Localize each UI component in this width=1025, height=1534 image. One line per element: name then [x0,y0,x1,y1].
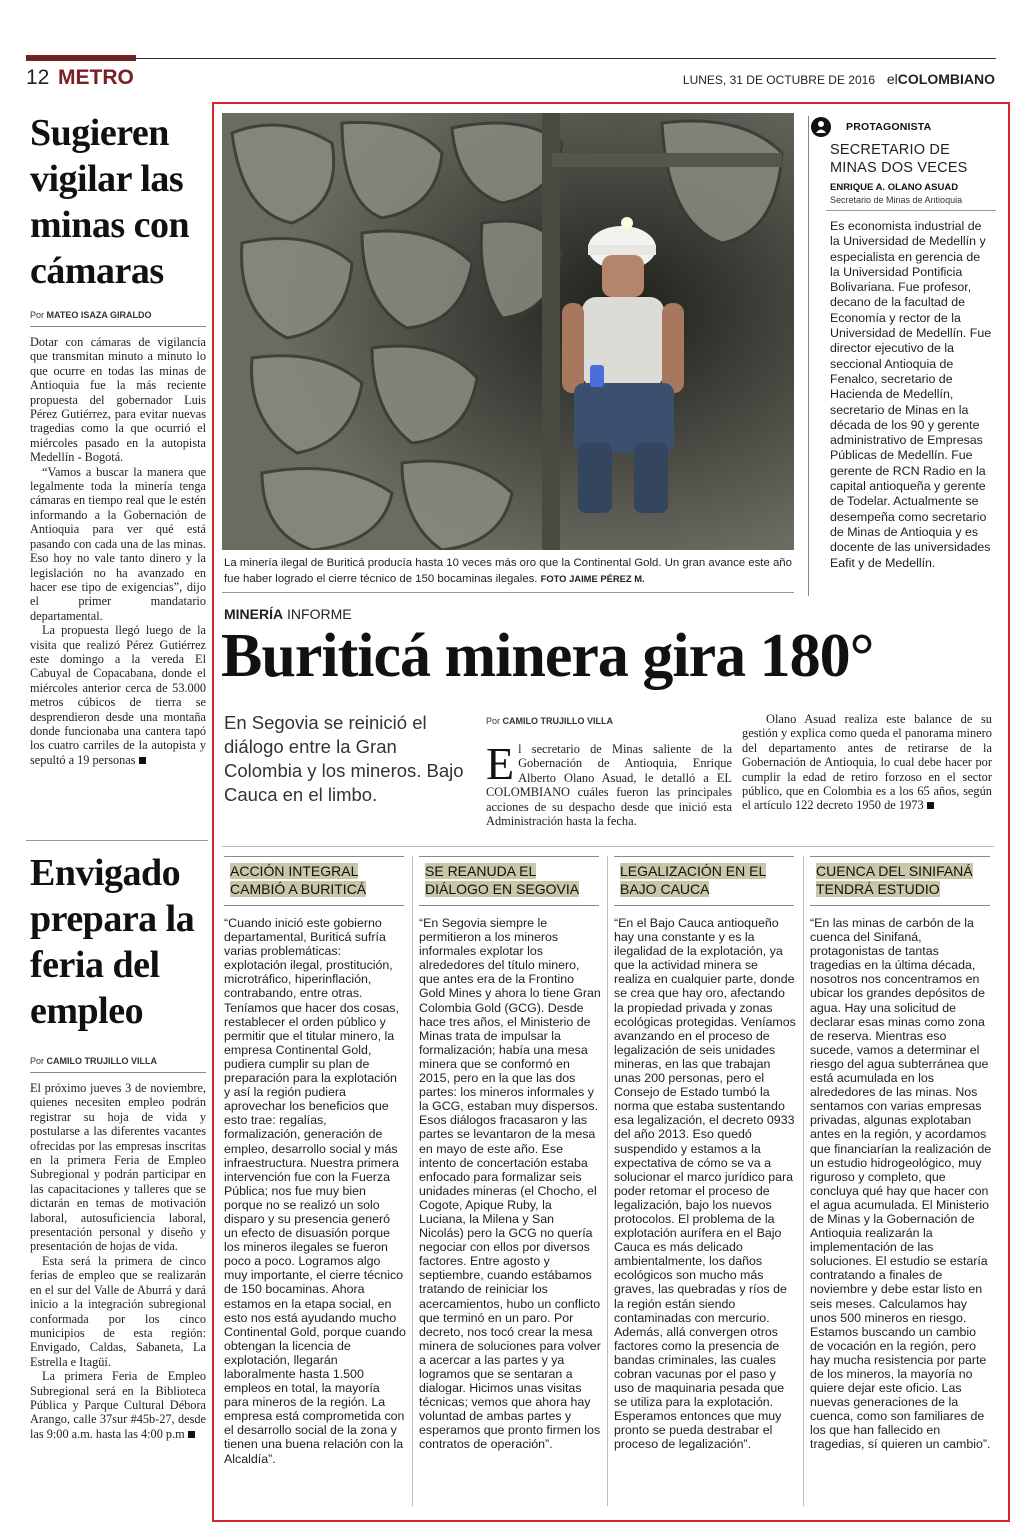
section-name: METRO [58,66,134,89]
qa-column-sinifana [810,856,992,1452]
miner-in-tunnel-illustration [222,113,794,550]
story-intro [486,738,732,829]
left-story-headline: Sugieren vigilar las minas con cámaras [30,112,190,292]
drop-cap: E [486,738,515,789]
mine-photo [222,113,794,550]
paragraph: “Vamos a buscar la manera que legalmente toda la minería tenga cámaras en tiempo real que le estén informando a la Gobernación de Antioquia para ver qué está pasando con cada una de las minas. Eso hoy no vale tanto dinero y la legislación no ha avanzado en hacer ese tipo de exigencias”, dijo el primer mandatario departamental. [30,464,206,623]
paragraph [30,1369,206,1441]
story-divider [26,840,208,841]
qa-title: LEGALIZACIÓN EN EL BAJO CAUCA [620,863,767,897]
protagonist-bio: Es economista industrial de la Universidad de Medellín y especialista en gerencia de la Universidad Pontificia Bolivariana. Fue profesor, decano de la facultad de Economía y rector de la Universidad de Medellín. Fue director ejecutivo de la seccional Antioquia de Fenalco, secretario de Hacienda de Medellín, secretario de Minas en la década de los 90 y gerente administrativo de Empresas Públicas de Medellín. Fue gerente de RCN Radio en la capital antioqueña y gerente de Todelar. Actualmente se desempeña como secretario de Minas de Antioquia y es docente de las universidades Eafit y de Medellín. [830,219,992,570]
protagonist-name: ENRIQUE A. OLANO ASUAD [830,182,959,193]
kicker-type: INFORME [287,606,352,622]
left-story-body [30,1081,206,1441]
byline-prefix: Por [30,1056,45,1066]
paragraph [30,623,206,767]
main-byline [486,716,613,726]
byline-name: MATEO ISAZA GIRALDO [46,310,152,320]
photo-caption [224,556,794,587]
qa-header-box [810,856,990,906]
paragraph: Dotar con cámaras de vigilancia que transmitan minuto a minuto lo que ocurre en todas las minas de Antioquia fue la más reciente propuesta del gobernador Luis Pérez Gutiérrez, para evitar nuevas tragedias como la que ocurrió el miércoles pasado en la autopista Medellín - Bogotá. [30,335,206,465]
photo-rule [222,592,794,593]
left-story-headline: Envigado prepara la feria del empleo [30,852,195,1032]
qa-title: SE REANUDA EL DIÁLOGO EN SEGOVIA [425,863,580,897]
qa-column-bajo-cauca [614,856,796,1452]
header-rule [26,58,996,59]
issue-date: LUNES, 31 DE OCTUBRE DE 2016 [682,73,875,87]
protagonist-title: SECRETARIO DE MINAS DOS VECES [830,142,968,176]
brand-prefix: el [886,71,898,87]
qa-header-box [224,856,404,906]
story-deck: En Segovia se reinició el diálogo entre la Gran Colombia y los mineros. Bajo Cauca en el limbo. [224,712,464,805]
newspaper-brand [887,71,995,87]
kicker-topic: MINERÍA [224,606,284,622]
qa-body: “En Segovia siempre le permitieron a los mineros informales explotar los alrededores del título minero, que antes era de la Frontino Gold Mines y ahora lo tiene Gran Colombia Gold (GCG). Desde hace tres años, el Ministerio de Minas trata de impulsar la formalización; había una mesa minera que se conformó en 2015, pero en la que las dos partes: los mineros informales y la GCG, estaban muy dispersos. Esos diálogos fracasaron y las partes se levantaron de la mesa en mayo de este año. Ese intento de concertación estaba enfocado para formalizar seis unidades mineras (el Chocho, el Cogote, Apique Ruby, la Luciana, la Milena y San Nicolás) pero la GCG no quería negociar con ellos por diversos factores. Entre agosto y septiembre, cuando estábamos tratando de reiniciar los acercamientos, hubo un conflicto que terminó en un paro. Por decreto, nos tocó crear la mesa minera de soluciones para volver a acercar a las partes y ya logramos que se sentaran a dialogar. Hicimos unas visitas técnicas; vemos que ahora hay voluntad de ambas partes y esperamos que pronto firmen los contratos de operación”. [419,916,601,1452]
byline-rule [30,1072,206,1073]
qa-body: “Cuando inició este gobierno departamental, Buriticá sufría varias problemáticas: explotación ilegal, prostitución, microtráfico, hiperinflación, contrabando, entre otras. Teníamos que hacer dos cosas, restablecer el orden público y permitir que el titular minero, la empresa Continental Gold, pudiera cumplir su plan de preparación para la explotación y así la región pudiera aprovechar los beneficios que esto trae: regalías, formalización, generación de empleo, desarrollo social y más infraestructura. Nuestra primera intervención fue con la Fuerza Pública; nos fue muy bien porque no se realizó un solo disparo y su presencia generó un efecto de disuasión porque los mineros ilegales se fueron poco a poco. Logramos algo muy importante, el cierre técnico de 150 bocaminas. Ahora estamos en la etapa social, en esto nos está ayudando mucho Continental Gold, porque cuando obtengan la licencia de explotación, llegarán laboralmente hasta 1.500 empleos en total, la mayoría para mineros de la región. La empresa está comprometida con el desarrollo social de la zona y tienen una buena relación con la Alcaldía”. [224,916,406,1466]
photo-credit: FOTO JAIME PÉREZ M. [540,573,645,584]
paragraph: Esta será la primera de cinco ferias de empleo que se realizarán en el sur del Valle de Aburrá y dará inicio a la integración subregional conformada por los cinco municipios de esta región: Envigado, Caldas, Sabaneta, La Estrella e Itagüí. [30,1253,206,1369]
byline-name: CAMILO TRUJILLO VILLA [502,716,614,726]
story-intro-continued [742,712,992,813]
person-icon-glyph [811,117,831,137]
byline-rule [30,326,206,327]
qa-column-segovia [419,856,601,1452]
protagonist-label: PROTAGONISTA [846,121,932,133]
end-mark [188,1431,195,1438]
byline-prefix: Por [30,310,45,320]
left-story-byline [30,310,206,320]
page-number: 12 [26,66,50,89]
column-separator [412,856,413,1506]
caption-text: La minería ilegal de Buriticá producía hasta 10 veces más oro que la Continental Gold. Un gran avance este año fue haber logrado el cierre técnico de 150 bocaminas ilegales. [224,557,792,585]
protagonist-rule [826,210,996,211]
column-separator [803,856,804,1506]
protagonist-role: Secretario de Minas de Antioquia [830,195,963,205]
sidebar-rule [808,116,809,596]
end-mark [927,802,934,809]
qa-body: “En el Bajo Cauca antioqueño hay una constante y es la ilegalidad de la explotación, ya que la actividad minera se realiza en cualquier parte, donde se crea que hay oro, afectando la propiedad privada y zonas ecológicas protegidas. Veníamos avanzando en el proceso de legalización de seis unidades mineras, en las que trabajan unas 200 personas, pero el Consejo de Estado tumbó la norma que estaba sustentando esa legalización, el decreto 0933 del año 2013. Eso quedó suspendido y estamos a la expectativa de cómo se va a solucionar el marco jurídico para poder retomar el proceso de legalización, bajo los nuevos protocolos. El problema de la explotación aurífera en el Bajo Cauca es más delicado ambientalmente, los daños ecológicos son mucho más graves, las quebradas y ríos de la región están siendo contaminadas con mercurio. Además, allá convergen otros factores como la presencia de bandas criminales, las cuales cobran vacunas por el paso y uso de maquinaria pesada que se utiliza para la explotación. Esperamos entonces que muy pronto se pueda destrabar el proceso de legalización”. [614,916,796,1452]
person-icon [811,117,831,137]
qa-header-box [614,856,794,906]
left-story-cameras [30,110,206,767]
intro-text: l secretario de Minas saliente de la Gobernación de Antioquia, Enrique Alberto Olano Asuad, le detalló a EL COLOMBIANO cuáles fueron las principales acciones de su despacho desde que inició esta Administración hasta la fecha. [486,742,732,829]
qa-column-buritica [224,856,406,1466]
main-headline: Buriticá minera gira 180° [221,622,874,690]
intro-continued-text: Olano Asuad realiza este balance de su gestión y explica como queda el panorama minero del departamento antes de retirarse de la Gobernación de Antioquia, lo cual debe hacer por cumplir la edad de retiro forzoso en el sector público, que en Colombia es a los 65 años, según el artículo 122 decreto 1950 de 1973 [742,712,992,813]
paragraph: El próximo jueves 3 de noviembre, quienes necesiten empleo podrán registrar su hoja de vida y postularse a las diferentes vacantes ofrecidas por las empresas inscritas en la primera Feria de Empleo Subregional y podrán participar en las capacitaciones y talleres que se dictarán en temas de motivación laboral, autosuficiencia laboral, presentación personal y diseño y presentación de hojas de vida. [30,1081,206,1254]
column-separator [607,856,608,1506]
qa-title: ACCIÓN INTEGRAL CAMBIÓ A BURITICÁ [230,863,367,897]
byline-name: CAMILO TRUJILLO VILLA [46,1056,158,1066]
left-story-byline [30,1056,206,1066]
byline-prefix: Por [486,716,501,726]
end-mark [139,757,146,764]
paragraph-text: La propuesta llegó luego de la visita que realizó Pérez Gutiérrez este domingo a la vereda El Cabuyal de Copacabana, donde el miércoles anterior cerca de 53.000 metros cúbicos de tierra se desprendieron desde una montaña donde funcionaba una cantera tapó los cuatro carriles de la autopista y sepultó a 19 personas [30,623,206,767]
left-story-body [30,335,206,767]
qa-header-box [419,856,599,906]
intro-rule [222,846,994,847]
qa-title: CUENCA DEL SINIFANÁ TENDRÁ ESTUDIO [816,863,973,897]
left-story-job-fair [30,850,206,1441]
paragraph-text: La primera Feria de Empleo Subregional será en la Biblioteca Pública y Parque Cultural Débora Arango, calle 37sur #45b-27, desde las 9:00 a.m. hasta las 4:00 p.m [30,1369,206,1441]
qa-body: “En las minas de carbón de la cuenca del Sinifaná, protagonistas de tantas tragedias en la última década, nosotros nos concentramos en ubicar los grandes depósitos de agua. Hay una solicitud de declarar esas minas como zona de reserva. Mientras eso sucede, vamos a determinar el riesgo del agua subterránea que está acumulada en los alrededores de las minas. Nos sentamos con varias empresas privadas, algunas explotaban antes en la región, y acordamos que financiarían la realización de un estudio hidrogeológico, muy riguroso y completo, que concluya qué hay que hacer con el agua acumulada. El Ministerio de Minas y la Gobernación de Antioquia realizarán la implementación de las soluciones. El estudio se estaría contratando a finales de noviembre y debe estar listo en seis meses. Calculamos hay unos 500 mineros en riesgo. Estamos buscando un cambio de vocación en la región, pero hay mucha resistencia por parte de los mineros, la mayoría no quiere dejar este oficio. Las nuevas generaciones de la cuenca, como son familiares de los que han fallecido en tragedias, sí quieren un cambio”. [810,916,992,1452]
brand-name: COLOMBIANO [897,71,995,87]
